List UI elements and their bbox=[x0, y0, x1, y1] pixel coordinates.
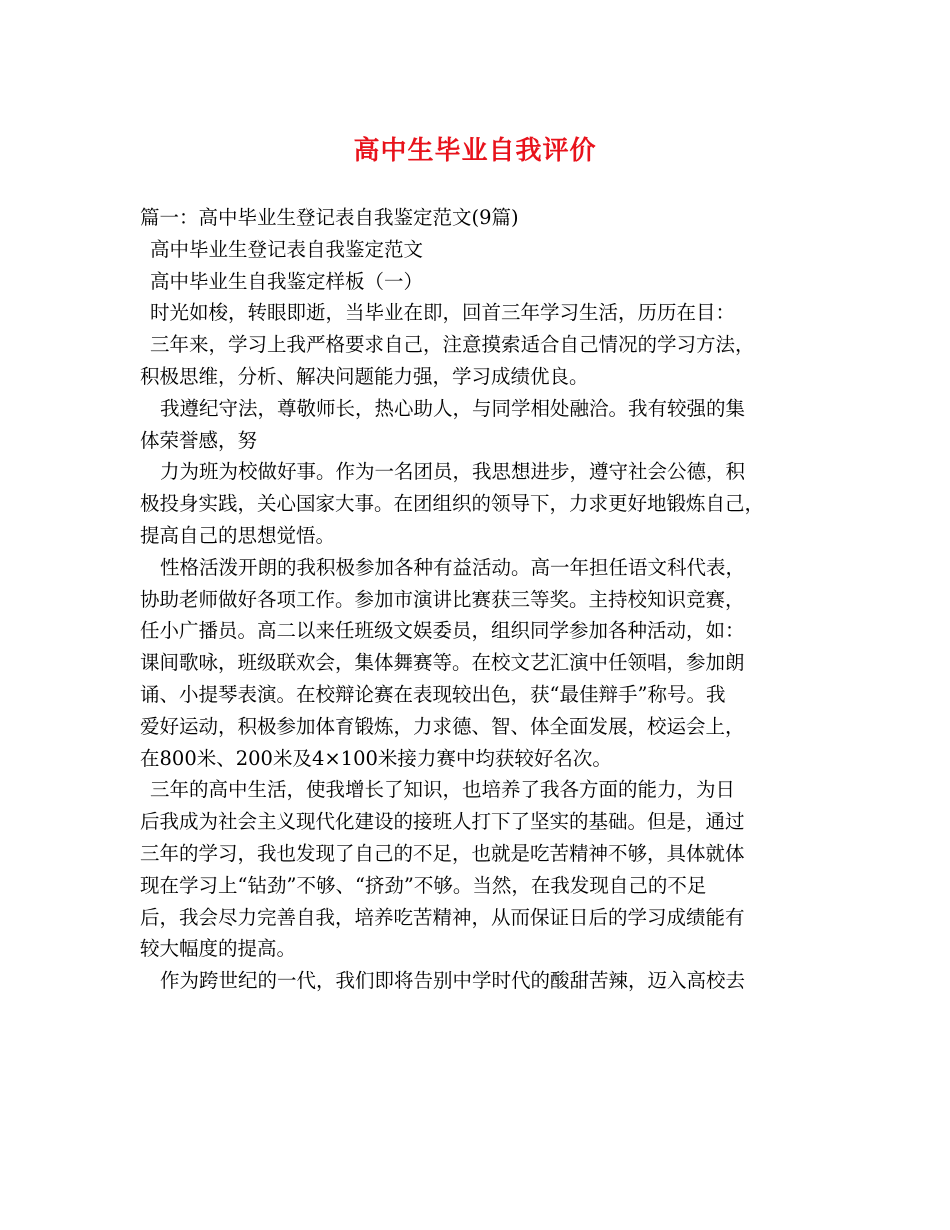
paragraph-line: 极投身实践，关心国家大事。在团组织的领导下，力求更好地锻炼自己， bbox=[140, 492, 765, 516]
paragraph-line: 协助老师做好各项工作。参加市演讲比赛获三等奖。主持校知识竞赛， bbox=[140, 587, 745, 611]
document-body bbox=[140, 202, 820, 997]
paragraph-line: 三年的高中生活，使我增长了知识，也培养了我各方面的能力，为日 bbox=[150, 778, 736, 802]
subheading: 高中毕业生自我鉴定样板（一） bbox=[150, 269, 424, 293]
paragraph-line: 时光如梭，转眼即逝，当毕业在即，回首三年学习生活，历历在目： bbox=[150, 301, 736, 325]
paragraph-line: 课间歌咏，班级联欢会，集体舞赛等。在校文艺汇演中任领唱，参加朗 bbox=[140, 651, 745, 675]
paragraph-line: 爱好运动，积极参加体育锻炼，力求德、智、体全面发展，校运会上， bbox=[140, 714, 745, 738]
paragraph-line: 后我成为社会主义现代化建设的接班人打下了坚实的基础。但是，通过 bbox=[140, 810, 745, 834]
paragraph-line: 提高自己的思想觉悟。 bbox=[140, 523, 336, 547]
paragraph-line: 体荣誉感，努 bbox=[140, 428, 258, 452]
section-heading: 篇一：高中毕业生登记表自我鉴定范文(9篇) bbox=[140, 206, 519, 229]
paragraph-line: 较大幅度的提高。 bbox=[140, 937, 297, 961]
paragraph-line: 积极思维，分析、解决问题能力强，学习成绩优良。 bbox=[140, 364, 589, 388]
paragraph-line: 作为跨世纪的一代，我们即将告别中学时代的酸甜苦辣，迈入高校去 bbox=[160, 969, 746, 993]
paragraph-line: 现在学习上“钻劲”不够、“挤劲”不够。当然，在我发现自己的不足 bbox=[140, 873, 707, 897]
paragraph-line: 三年来，学习上我严格要求自己，注意摸索适合自己情况的学习方法， bbox=[150, 333, 755, 357]
paragraph-line: 在800米、200米及4×100米接力赛中均获较好名次。 bbox=[140, 746, 612, 770]
document-title: 高中生毕业自我评价 bbox=[353, 136, 597, 166]
paragraph-line: 诵、小提琴表演。在校辩论赛在表现较出色，获“最佳辩手”称号。我 bbox=[140, 682, 726, 706]
paragraph-line: 力为班为校做好事。作为一名团员，我思想进步，遵守社会公德，积 bbox=[160, 460, 746, 484]
paragraph-line: 我遵纪守法，尊敬师长，热心助人，与同学相处融洽。我有较强的集 bbox=[160, 396, 746, 420]
paragraph-line: 三年的学习，我也发现了自己的不足，也就是吃苦精神不够，具体就体 bbox=[140, 841, 745, 865]
paragraph-line: 性格活泼开朗的我积极参加各种有益活动。高一年担任语文科代表， bbox=[160, 555, 746, 579]
subheading: 高中毕业生登记表自我鉴定范文 bbox=[150, 237, 424, 261]
paragraph-line: 后，我会尽力完善自我，培养吃苦精神，从而保证日后的学习成绩能有 bbox=[140, 905, 745, 929]
paragraph-line: 任小广播员。高二以来任班级文娱委员，组织同学参加各种活动，如： bbox=[140, 619, 745, 643]
